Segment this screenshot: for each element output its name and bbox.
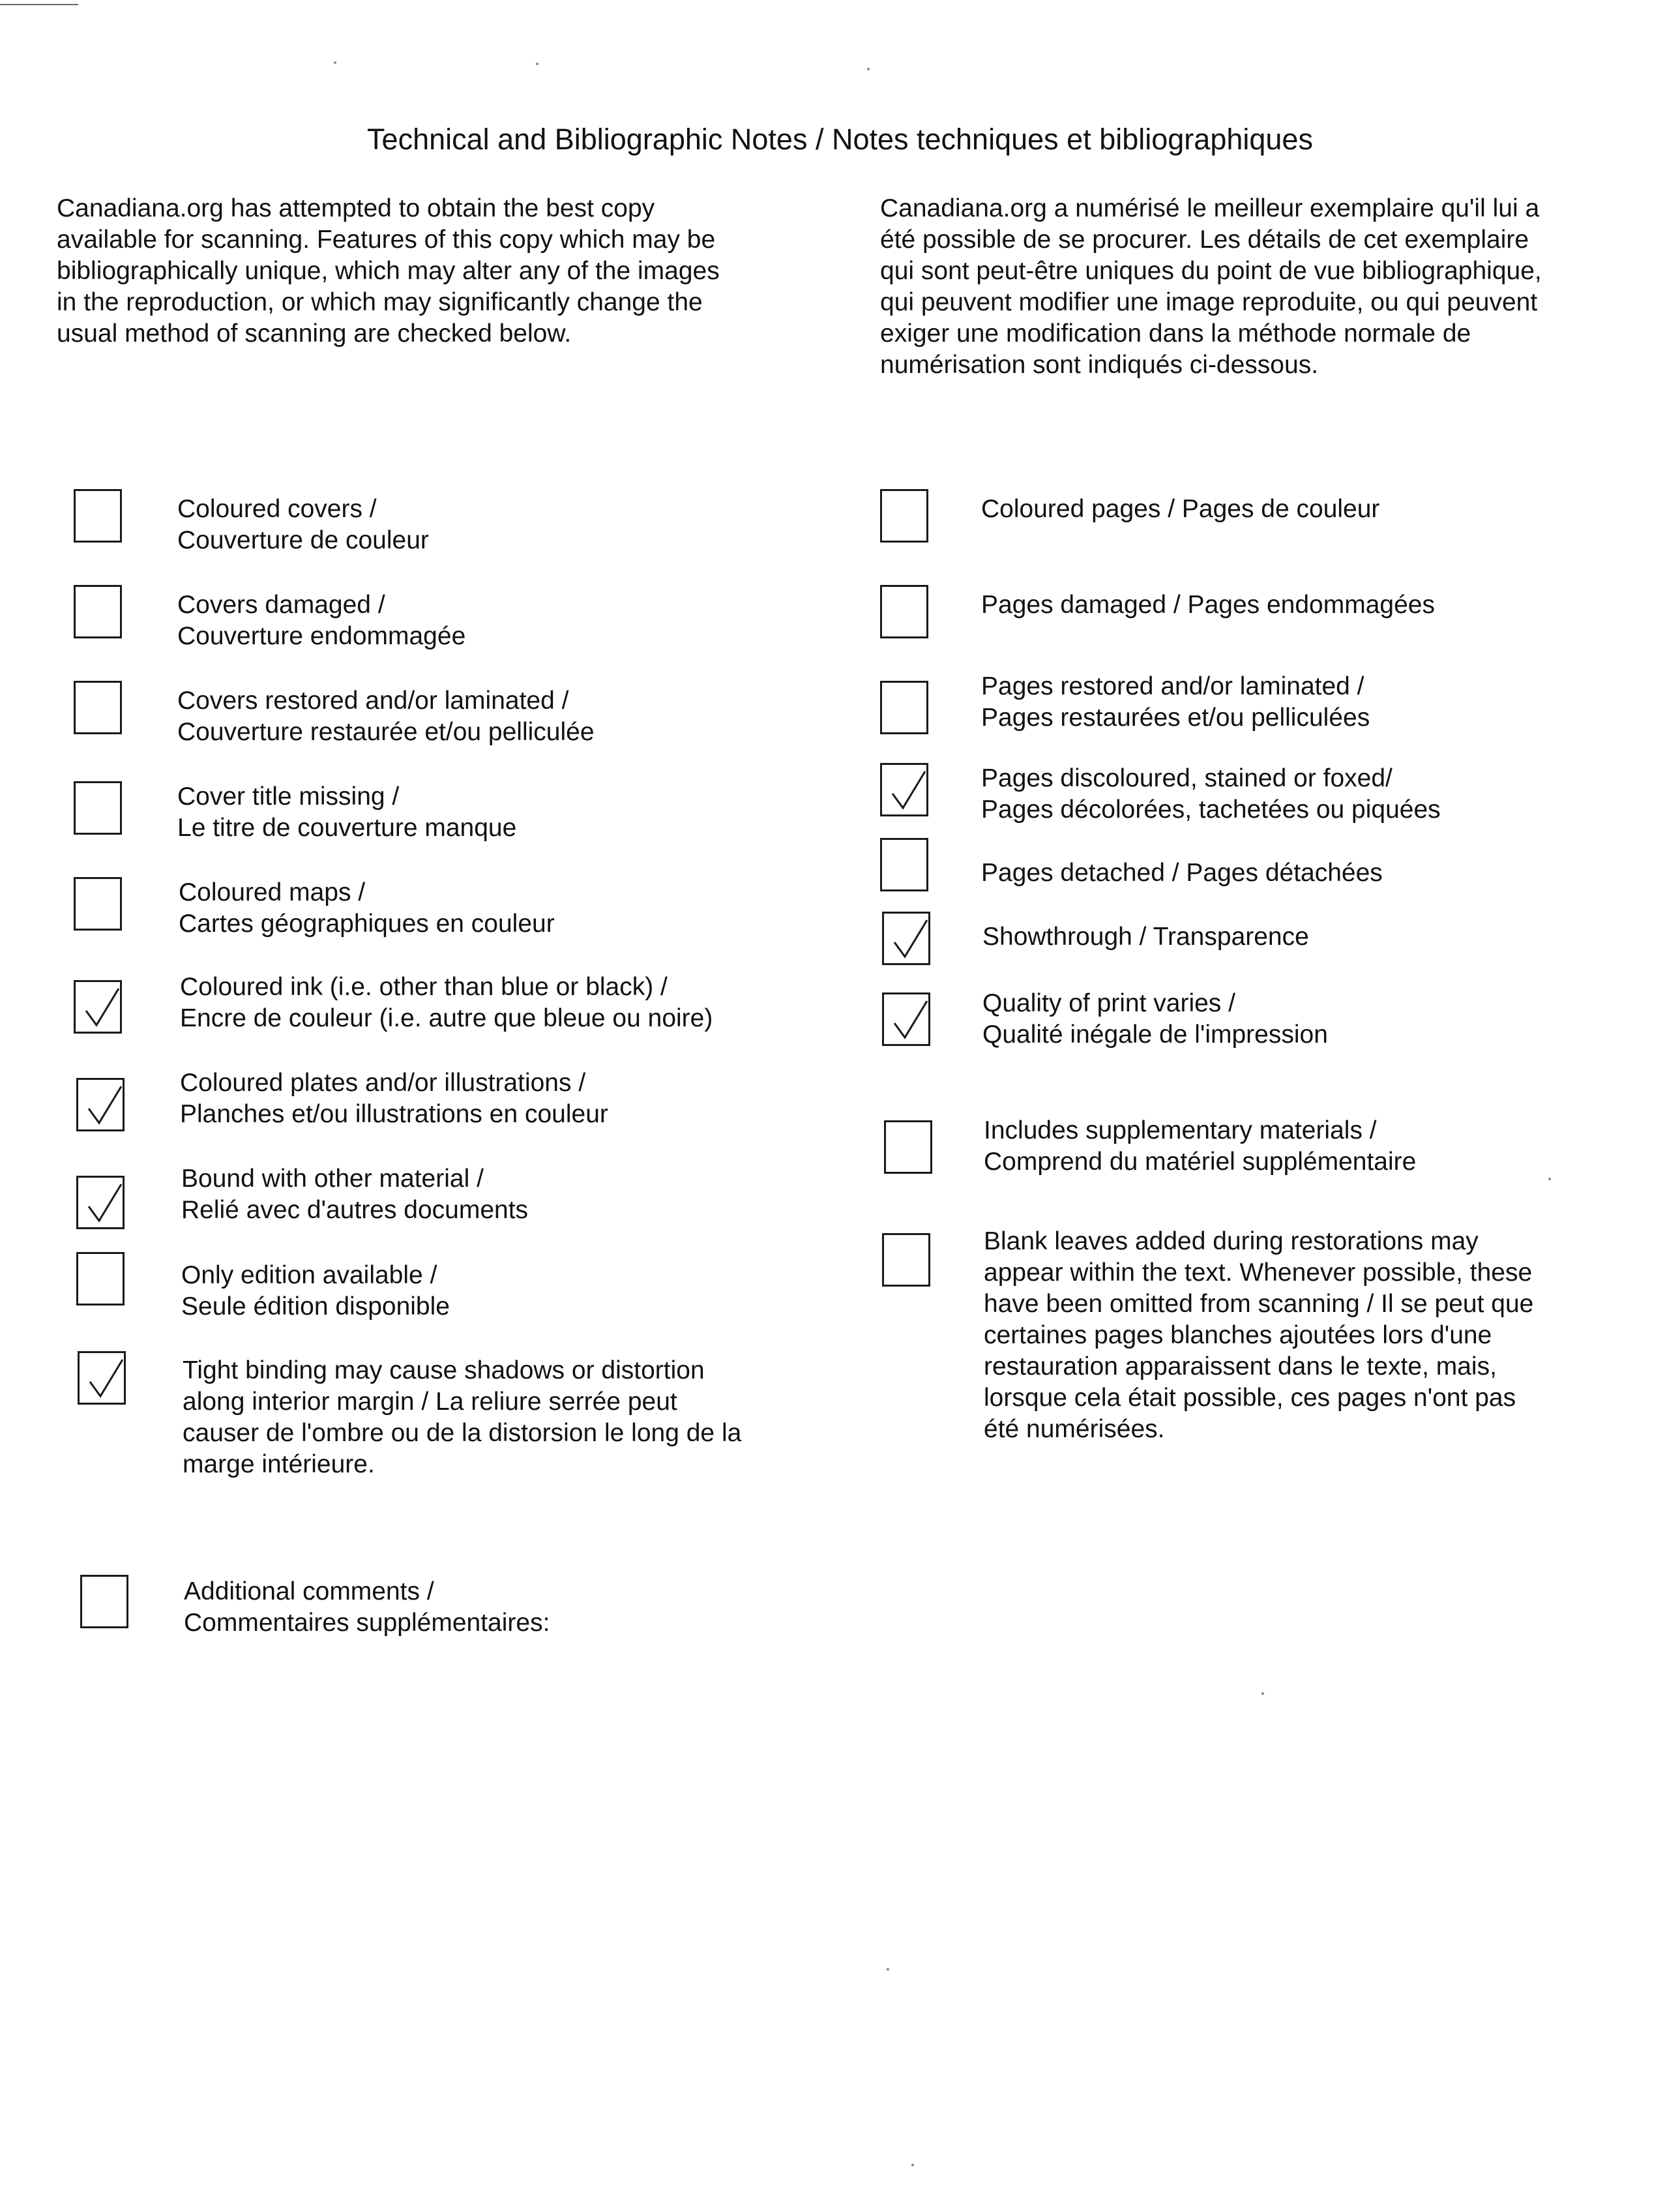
checkbox-coloured-pages[interactable]: [880, 489, 928, 543]
checkbox-coloured-covers[interactable]: [74, 489, 122, 543]
scan-speck: [887, 1968, 889, 1971]
checkbox-pages-discoloured[interactable]: [880, 763, 928, 816]
checkmark-icon: [85, 1084, 124, 1129]
checkmark-icon: [891, 918, 930, 963]
page-title: Technical and Bibliographic Notes / Notes techniques et bibliographiques: [367, 123, 1313, 156]
label-pages-restored: Pages restored and/or laminated / Pages restaurées et/ou pelliculées: [981, 672, 1370, 732]
label-coloured-ink: Coloured ink (i.e. other than blue or black) / Encre de couleur (i.e. autre que bleue ou noire): [180, 973, 713, 1032]
label-showthrough: Showthrough / Transparence: [982, 923, 1309, 951]
scan-speck: [911, 2164, 914, 2166]
label-coloured-plates: Coloured plates and/or illustrations / Planches et/ou illustrations en couleur: [180, 1069, 608, 1128]
checkbox-cover-title-missing[interactable]: [74, 781, 122, 835]
checkbox-supplementary-materials[interactable]: [884, 1120, 932, 1174]
scan-speck: [1261, 1692, 1264, 1695]
scan-speck: [536, 63, 538, 65]
label-pages-detached: Pages detached / Pages détachées: [981, 859, 1383, 887]
label-coloured-pages: Coloured pages / Pages de couleur: [981, 495, 1380, 523]
checkmark-icon: [82, 986, 121, 1032]
checkbox-coloured-ink[interactable]: [74, 980, 122, 1034]
intro-french: Canadiana.org a numérisé le meilleur exemplaire qu'il lui a été possible de se procurer. Les détails de cet exemplaire qui sont peut-être uniques du point de vue bibliographique, qui peuvent modifier une image reproduite, ou qui peuvent exiger une modification dans la méthode normale de numérisation sont indiqués ci-dessous.: [880, 194, 1542, 379]
label-bound-with-other: Bound with other material / Relié avec d'autres documents: [181, 1165, 529, 1224]
checkmark-icon: [85, 1182, 124, 1227]
checkbox-pages-damaged[interactable]: [880, 585, 928, 638]
label-pages-discoloured: Pages discoloured, stained or foxed/ Pages décolorées, tachetées ou piquées: [981, 764, 1441, 824]
label-pages-damaged: Pages damaged / Pages endommagées: [981, 591, 1435, 619]
checkbox-tight-binding[interactable]: [78, 1351, 126, 1405]
checkmark-icon: [86, 1357, 125, 1403]
checkmark-icon: [891, 998, 930, 1044]
label-only-edition: Only edition available / Seule édition disponible: [181, 1261, 450, 1320]
label-tight-binding: Tight binding may cause shadows or distortion along interior margin / La reliure serrée peut causer de l'ombre ou de la distorsion le long de la marge intérieure.: [183, 1356, 742, 1478]
checkbox-pages-restored[interactable]: [880, 681, 928, 734]
checkbox-blank-leaves[interactable]: [882, 1233, 930, 1287]
checkbox-only-edition[interactable]: [76, 1252, 125, 1305]
checkmark-icon: [889, 769, 928, 814]
checkbox-showthrough[interactable]: [882, 912, 930, 965]
intro-english: Canadiana.org has attempted to obtain the best copy available for scanning. Features of this copy which may be bibliographically unique, which may alter any of the images in the reproduction, or which may significantly change the usual method of scanning are checked below.: [57, 194, 720, 348]
checkbox-covers-damaged[interactable]: [74, 585, 122, 638]
label-supplementary-materials: Includes supplementary materials / Comprend du matériel supplémentaire: [984, 1116, 1417, 1176]
scan-speck: [867, 68, 870, 70]
checkbox-coloured-plates[interactable]: [76, 1078, 125, 1131]
label-covers-damaged: Covers damaged / Couverture endommagée: [177, 591, 466, 650]
checkbox-covers-restored[interactable]: [74, 681, 122, 734]
scan-speck: [1548, 1178, 1551, 1180]
label-quality-of-print: Quality of print varies / Qualité inégale de l'impression: [982, 989, 1328, 1049]
checkbox-pages-detached[interactable]: [880, 838, 928, 891]
checkbox-quality-of-print[interactable]: [882, 992, 930, 1046]
scan-rule-mark: [0, 4, 78, 5]
checkbox-bound-with-other[interactable]: [76, 1176, 125, 1229]
label-cover-title-missing: Cover title missing / Le titre de couverture manque: [177, 783, 517, 842]
checkbox-coloured-maps[interactable]: [74, 877, 122, 931]
label-additional-comments: Additional comments / Commentaires supplémentaires:: [184, 1577, 550, 1637]
label-blank-leaves: Blank leaves added during restorations may appear within the text. Whenever possible, these have been omitted from scanning / Il se peut que certaines pages blanches ajoutées lors d'une restauration apparaissent dans le texte, mais, lorsque cela était possible, ces pages n'ont pas été numérisées.: [984, 1227, 1534, 1443]
label-coloured-maps: Coloured maps / Cartes géographiques en couleur: [179, 878, 555, 938]
scan-speck: [334, 61, 336, 64]
label-covers-restored: Covers restored and/or laminated / Couverture restaurée et/ou pelliculée: [177, 687, 595, 746]
label-coloured-covers: Coloured covers / Couverture de couleur: [177, 495, 429, 554]
checkbox-additional-comments[interactable]: [80, 1575, 128, 1628]
